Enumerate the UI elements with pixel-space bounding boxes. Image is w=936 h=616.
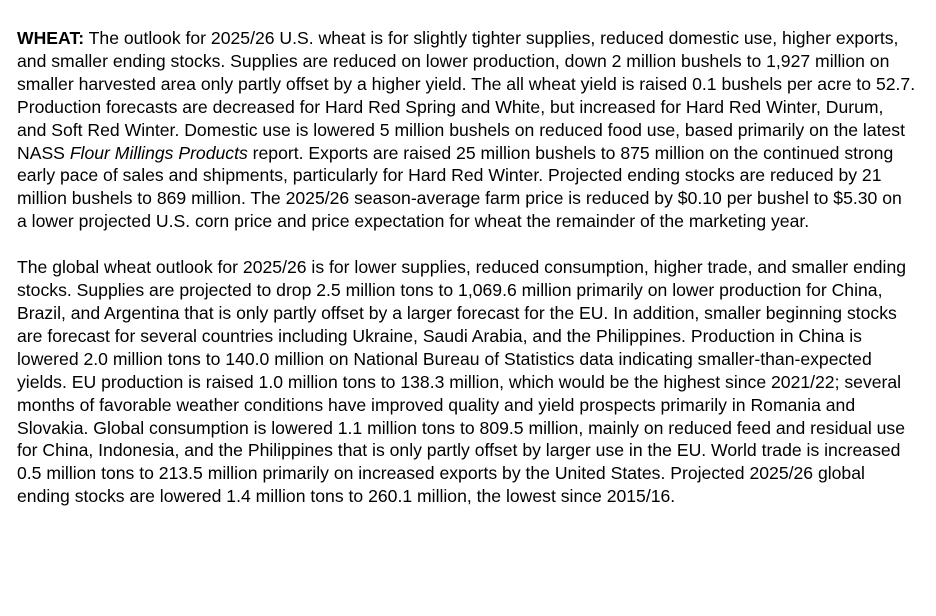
- paragraph-global-wheat: The global wheat outlook for 2025/26 is for lower supplies, reduced consumption, higher trade, and smaller ending stocks. Supplies are projected to drop 2.5 million tons to 1,069.6 million primarily on lower production for China, Brazil, and Argentina that is only partly offset by a larger forecast for the EU. In addition, smaller beginning stocks are forecast for several countries including Ukraine, Saudi Arabia, and the Philippines. Production in China is lowered 2.0 million tons to 140.0 million on National Bureau of Statistics data indicating smaller-than-expected yields. EU production is raised 1.0 million tons to 138.3 million, which would be the highest since 2021/22; several months of favorable weather conditions have improved quality and yield prospects primarily in Romania and Slovakia. Global consumption is lowered 1.1 million tons to 809.5 million, mainly on reduced feed and residual use for China, Indonesia, and the Philippines that is only partly offset by larger use in the EU. World trade is increased 0.5 million tons to 213.5 million primarily on increased exports by the United States. Projected 2025/26 global ending stocks are lowered 1.4 million tons to 260.1 million, the lowest since 2015/16.: [17, 257, 907, 507]
- paragraph-us-wheat: [17, 27, 916, 233]
- section-heading-wheat: WHEAT:: [17, 28, 85, 48]
- paragraph-us-wheat-text-b: report. Exports are raised 25 million bushels to 875 million on the continued strong early pace of sales and shipments, particularly for Hard Red Winter. Projected ending stocks are reduced by 21 million bushels to 869 million. The 2025/26 season-average farm price is reduced by $0.10 per bushel to $5.30 on a lower projected U.S. corn price and price expectation for wheat the remainder of the marketing year.: [17, 142, 902, 232]
- report-title-italic: Flour Millings Products: [69, 142, 248, 163]
- paragraph-us-wheat-text-a: The outlook for 2025/26 U.S. wheat is for slightly tighter supplies, reduced domestic use, higher exports, and smaller ending stocks. Supplies are reduced on lower production, down 2 million bushels to 1,927 million on smaller harvested area only partly offset by a higher yield. The all wheat yield is raised 0.1 bushels per acre to 52.7. Production forecasts are decreased for Hard Red Spring and White, but increased for Hard Red Winter, Durum, and Soft Red Winter. Domestic use is lowered 5 million bushels on reduced food use, based primarily on the latest NASS: [17, 28, 916, 163]
